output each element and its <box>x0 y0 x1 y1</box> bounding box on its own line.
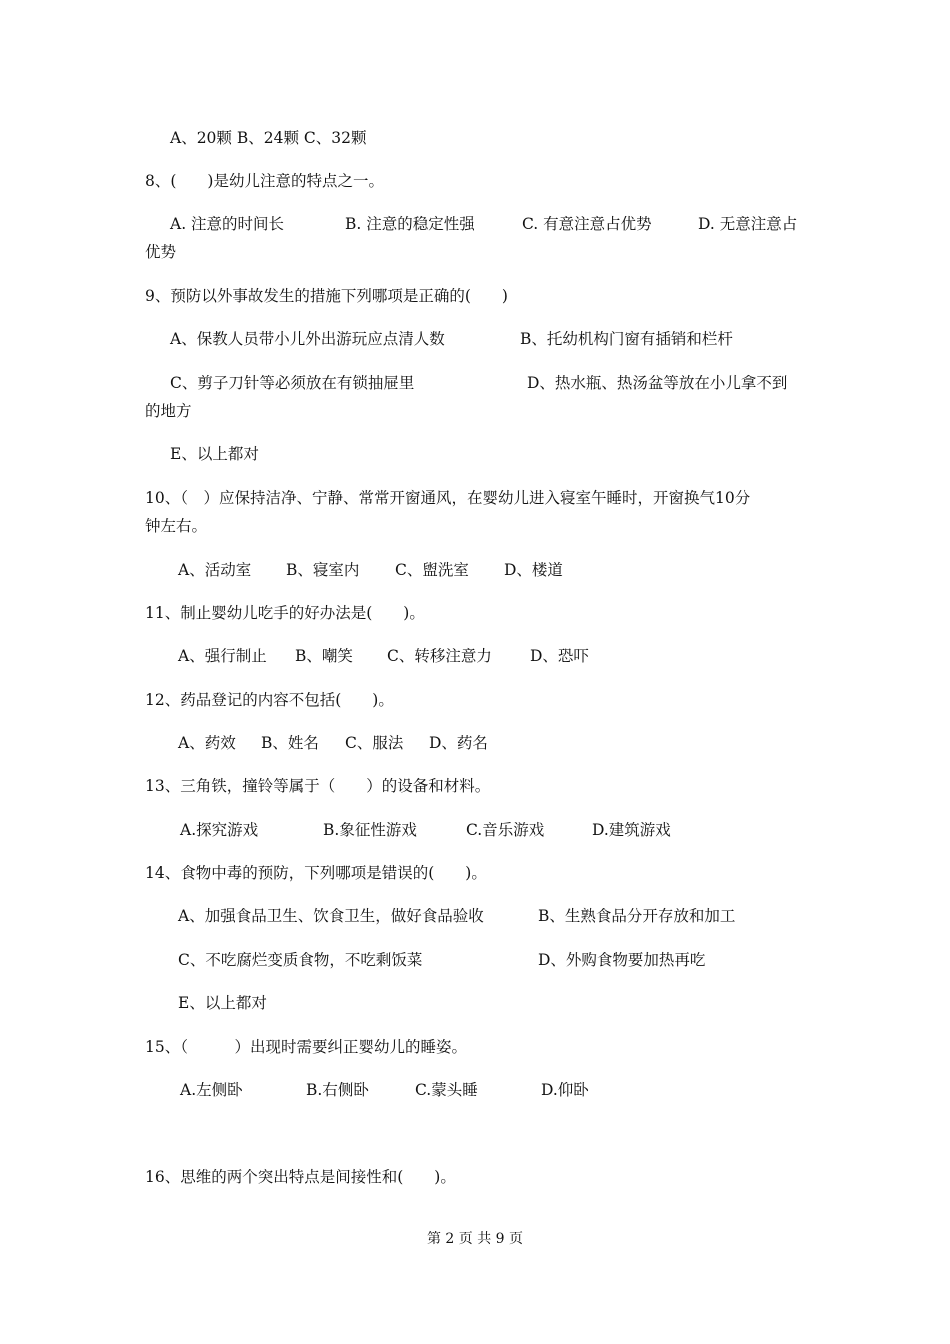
q10-option-c: C、盥洗室 <box>395 561 469 579</box>
q12-option-b: B、姓名 <box>261 734 319 752</box>
q15-stem: 15、（ ）出现时需要纠正婴幼儿的睡姿。 <box>145 1038 467 1056</box>
q9-option-a: A、保教人员带小儿外出游玩应点清人数 <box>170 330 445 348</box>
q11-option-b: B、嘲笑 <box>295 647 353 665</box>
q15-option-c: C.蒙头睡 <box>415 1081 478 1099</box>
q10-option-d: D、楼道 <box>504 561 563 579</box>
q12-option-d: D、药名 <box>429 734 488 752</box>
q14-option-e: E、以上都对 <box>178 994 267 1012</box>
q7-options: A、20颗 B、24颗 C、32颗 <box>170 129 367 147</box>
q12-stem: 12、药品登记的内容不包括( )。 <box>145 691 394 709</box>
q13-option-d: D.建筑游戏 <box>592 821 671 839</box>
q13-option-a: A.探究游戏 <box>180 821 259 839</box>
q15-option-d: D.仰卧 <box>541 1081 589 1099</box>
q8-option-a: A. 注意的时间长 <box>170 215 285 233</box>
q12-option-a: A、药效 <box>178 734 236 752</box>
q9-option-d: D、热水瓶、热汤盆等放在小儿拿不到 <box>527 374 788 392</box>
q11-option-d: D、恐吓 <box>530 647 589 665</box>
q14-stem: 14、食物中毒的预防，下列哪项是错误的( )。 <box>145 864 487 882</box>
q13-stem: 13、三角铁，撞铃等属于（ ）的设备和材料。 <box>145 777 491 795</box>
q14-option-a: A、加强食品卫生、饮食卫生，做好食品验收 <box>178 907 484 925</box>
q8-option-c: C. 有意注意占优势 <box>522 215 652 233</box>
q10-stem-continued: 钟左右。 <box>145 517 208 535</box>
q8-option-b: B. 注意的稳定性强 <box>345 215 475 233</box>
q14-option-c: C、不吃腐烂变质食物，不吃剩饭菜 <box>178 951 423 969</box>
q9-option-d-continued: 的地方 <box>145 402 192 420</box>
q16-stem: 16、思维的两个突出特点是间接性和( )。 <box>145 1168 456 1186</box>
q10-option-a: A、活动室 <box>178 561 252 579</box>
q9-option-b: B、托幼机构门窗有插销和栏杆 <box>520 330 733 348</box>
q10-stem: 10、（ ）应保持洁净、宁静、常常开窗通风，在婴幼儿进入寝室午睡时，开窗换气10分 <box>145 489 751 507</box>
q15-option-a: A.左侧卧 <box>180 1081 243 1099</box>
q8-option-d: D. 无意注意占 <box>698 215 798 233</box>
q15-option-b: B.右侧卧 <box>306 1081 369 1099</box>
q13-option-b: B.象征性游戏 <box>323 821 417 839</box>
q8-option-d-continued: 优势 <box>145 243 177 261</box>
q9-option-c: C、剪子刀针等必须放在有锁抽屉里 <box>170 374 415 392</box>
q8-stem: 8、( )是幼儿注意的特点之一。 <box>145 172 384 190</box>
q11-option-c: C、转移注意力 <box>387 647 492 665</box>
q12-option-c: C、服法 <box>345 734 404 752</box>
q9-stem: 9、预防以外事故发生的措施下列哪项是正确的( ) <box>145 287 508 305</box>
q14-option-b: B、生熟食品分开存放和加工 <box>538 907 736 925</box>
q14-option-d: D、外购食物要加热再吃 <box>538 951 706 969</box>
q11-option-a: A、强行制止 <box>178 647 267 665</box>
q9-option-e: E、以上都对 <box>170 445 259 463</box>
q13-option-c: C.音乐游戏 <box>466 821 545 839</box>
q10-option-b: B、寝室内 <box>286 561 360 579</box>
q11-stem: 11、制止婴幼儿吃手的好办法是( )。 <box>145 604 425 622</box>
page-footer: 第 2 页 共 9 页 <box>426 1231 524 1247</box>
